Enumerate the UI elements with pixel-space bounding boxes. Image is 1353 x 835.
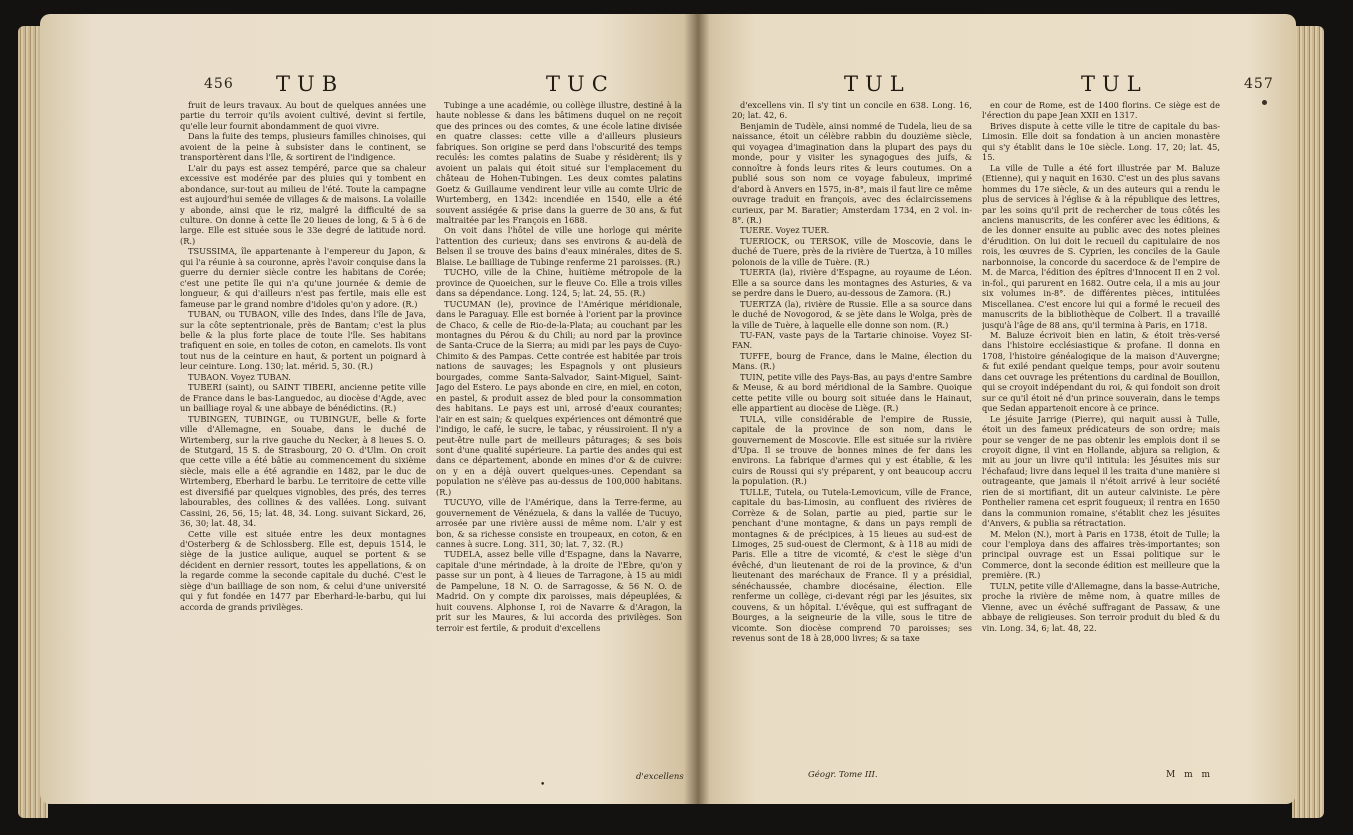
left-catchword: d'excellens: [636, 772, 684, 782]
paragraph: Dans la fuite des temps, plusieurs familles chinoises, qui avoient de la peine à subsister dans le continent, se transportèrent dans l'île, & sortirent de l'indigence.: [180, 131, 426, 163]
paragraph: TUERTZA (la), rivière de Russie. Elle a sa source dans le duché de Novogorod, & se jète dans le Wolga, près de la ville de Tuère, à laquelle elle donne son nom. (R.): [732, 298, 972, 330]
paragraph: TU-FAN, vaste pays de la Tartarie chinoise. Voyez SI-FAN.: [732, 329, 972, 351]
left-running-head: TUB: [276, 72, 345, 96]
paragraph: TUERE. Voyez TUER.: [740, 225, 830, 236]
paragraph: TUBAN, ou TUBAON, ville des Indes, dans l'île de Java, sur la côte septentrionale, près de Bantam; c'est la plus belle & la plus forte place de toute l'île. Ses habitans trafiquent en soie, en toiles de coton, en camelots. Ils vont tout nus de la ceinture en haut, & portent un poignard à leur ceinture. Long. 130; lat. mérid. 5, 30. (R.): [180, 309, 426, 372]
right-column-2: [982, 100, 1220, 784]
paragraph: TULLE, Tutela, ou Tutela-Lemovicum, ville de France, capitale du bas-Limosin, au confluent des rivières de Corrèze & de Solan, partie au pied, partie sur le penchant d'une montagne, & dans un pays rempli de montagnes & de précipices, à 15 lieues au sud-est de Limoges, 25 sud-ouest de Clermont, & à 118 au midi de Paris. Elle a titre de vicomté, & c'est le siège d'un évêché, d'un lieutenant de roi de la province, & d'un lieutenant des maréchaux de France. Il y a présidial, sénéchaussée, chambre diocésaine, élection. Elle renferme un collège, ci-devant régi par les jésuites, six couvens, & un hôpital. L'évêque, qui est suffragant de Bourges, a la seigneurie de la ville, sous le titre de vicomte. Son diocèse comprend 70 paroisses; ses revenus sont de 18 à 28,000 livres; & sa taxe: [732, 486, 972, 644]
paragraph: TUDELA, assez belle ville d'Espagne, dans la Navarre, capitale d'une mérindade, à la droite de l'Ebre, qu'on y passe sur un pont, à 4 lieues de Tarragone, à 15 au midi de Pampelune, 18 N. O. de Sarragosse, & 56 N. O. de Madrid. On y compte dix paroisses, mais dépeuplées, & huit couvens. Alphonse I, roi de Navarre & d'Aragon, la prit sur les Maures, & lui accorda des privilèges. Son terroir est fertile, & produit d'excellens: [436, 549, 682, 633]
paragraph: M. Melon (N.), mort à Paris en 1738, étoit de Tulle; la cour l'employa dans des affaires très-importantes; son principal ouvrage est un Essai politique sur le Commerce, dont la seconde édition est meilleure que la première. (R.): [982, 528, 1220, 581]
paragraph: TUIN, petite ville des Pays-Bas, au pays d'entre Sambre & Meuse, & au bord méridional de la Sambre. Quoique cette petite ville ou bourg soit située dans le Hainaut, elle appartient au diocèse de Liège. (R.): [732, 371, 972, 414]
paragraph: en cour de Rome, est de 1400 florins. Ce siège est de l'érection du pape Jean XXII en 1317.: [982, 100, 1220, 121]
right-running-head-2: TUL: [1081, 72, 1148, 96]
left-bottom-mark: •: [540, 780, 549, 790]
right-column-1: [732, 100, 972, 762]
right-page-number: 457: [1244, 76, 1274, 92]
left-column-1: [180, 100, 426, 758]
paragraph: TUFFE, bourg de France, dans le Maine, élection du Mans. (R.): [732, 350, 972, 372]
paragraph: La ville de Tulle a été fort illustrée par M. Baluze (Etienne), qui y naquit en 1630. C'est un des plus savans hommes du 17e siècle, & un des auteurs qui a rendu le plus de services à l'église & à la république des lettres, par les soins qu'il prit de rechercher de tous côtés les anciens manuscrits, de les conférer avec les éditions, & de les donner ensuite au public avec des notes pleines d'érudition. On lui doit le recueil du capitulaire de nos rois, les œuvres de S. Cyprien, les conciles de la Gaule narbonnoise, la concorde du sacerdoce & de l'empire de M. de Marca, l'édition des épîtres d'Innocent II en 2 vol. in-fol., qui parurent en 1682. Outre cela, il a mis au jour six volumes in-8°. de différentes pièces, intitulées Miscellanea. C'est encore lui qui a formé le recueil des manuscrits de la bibliothèque de Colbert. Il a travaillé jusqu'à l'âge de 88 ans, qu'il termina à Paris, en 1718.: [982, 162, 1220, 330]
left-page: [40, 14, 696, 804]
right-page: [696, 14, 1296, 804]
paragraph: TUBERI (saint), ou SAINT TIBERI, ancienne petite ville de France dans le bas-Languedoc, au diocèse d'Agde, avec un bailliage royal & une abbaye de bénédictins. (R.): [180, 382, 426, 414]
page-mark-dot: [1262, 100, 1267, 105]
paragraph: M. Baluze écrivoit bien en latin, & étoit très-versé dans l'histoire ecclésiastique & profane. Il donna en 1708, l'histoire généalogique de la maison d'Auvergne; & fut exilé pendant quelque temps, pour avoir soutenu dans cet ouvrage les prétentions du cardinal de Bouillon, qui se croyoit indépendant du roi, & qui fondoit son droit sur ce qu'il étoit né d'un prince souverain, dans le temps que Sedan appartenoit encore à ce prince.: [982, 329, 1220, 414]
paragraph: TSUSSIMA, île appartenante à l'empereur du Japon, & qui l'a réunie à sa couronne, après l'avoir conquise dans la guerre du dernier siècle contre les habitans de Corée; c'est une petite île qui n'a qu'une journée & demie de longueur, & qui d'ailleurs n'est pas fertile, mais elle est fameuse par le grand nombre d'idoles qu'on y adore. (R.): [180, 246, 426, 309]
paragraph: TULA, ville considérable de l'empire de Russie, capitale de la province de son nom, dans le gouvernement de Moscovie. Elle est située sur la rivière d'Upa. Il se trouve de bonnes mines de fer dans les environs. La fabrique d'armes qui y est établie, & les cuirs de Roussi qui s'y préparent, y ont beaucoup accru la population. (R.): [732, 413, 972, 487]
left-column-2: [436, 100, 682, 774]
paragraph: TUBINGEN, TUBINGE, ou TUBINGUE, belle & forte ville d'Allemagne, en Souabe, dans le duché de Wirtemberg, sur la rive gauche du Necker, à 8 lieues S. O. de Stutgard, 15 S. de Strasbourg, 20 O. d'Ulm. On croit que cette ville a été bâtie au commencement du sixième siècle, mais elle a été agrandie en 1482, par le duc de Wirtemberg, Eberhard le barbu. Le territoire de cette ville est diversifié par quelques vignobles, des prés, des terres labourables, des collines & des vallées. Long. suivant Cassini, 26, 56, 15; lat. 48, 34. Long. suivant Sickard, 26, 36, 30; lat. 48, 34.: [180, 413, 426, 529]
paragraph: L'air du pays est assez tempéré, parce que sa chaleur excessive est modérée par des pluies qui y tombent en abondance, sur-tout au milieu de l'été. Toute la campagne est aujourd'hui semée de villages & de maisons. La volaille y abonde, ainsi que le riz, malgré la difficulté de sa culture. On donne à cette île 20 lieues de long, & 5 à 6 de large. Elle est située sous le 33e degré de latitude nord. (R.): [180, 162, 426, 246]
right-running-head-1: TUL: [844, 72, 911, 96]
paragraph: TUBAON. Voyez TUBAN.: [188, 371, 291, 382]
paragraph: TUCUMAN (le), province de l'Amérique méridionale, dans le Paraguay. Elle est bornée à l'orient par la province de Chaco, & celle de Rio-de-la-Plata; au couchant par les montagnes du Pérou & du Chili; au nord par la province de Santa-Cruce de la Sierra; au midi par les pays de Cuyo-Chimito & des Pampas. Cette contrée est habitée par trois nations de sauvages; les Espagnols y ont plusieurs bourgades, comme Santa-Salvador, Saint-Miguel, Saint-Jago del Estero. Le pays abonde en cire, en miel, en coton, en pastel, & produit assez de bled pour la consommation des habitans. Le pays est uni, arrosé d'eaux courantes; l'air en est sain; & quelques expériences ont démontré que l'indigo, le café, le sucre, le tabac, y réussiroient. Il n'y a peut-être nulle part de meilleurs pâturages; & ses bois sont d'une qualité supérieure. La partie des andes qui est dans ce département, abonde en mines d'or & de cuivre: on y en a déjà ouvert quelques-unes. Cependant sa population ne s'élève pas au-dessus de 100,000 habitans. (R.): [436, 298, 682, 497]
paragraph: Tubinge a une académie, ou collège illustre, destiné à la haute noblesse & dans les bâtimens duquel on ne reçoit que des princes ou des comtes, & une école latine divisée en quatre classes: cette ville a d'ailleurs plusieurs fabriques. Son origine se perd dans l'obscurité des temps reculés: les comtes palatins de Suabe y résidèrent; ils y avoient un palais qui étoit situé sur l'emplacement du château de Hohen-Tubingen. Les deux comtes palatins Goetz & Guillaume vendirent leur ville au comte Ulric de Wurtemberg, en 1342: incendiée en 1540, elle a été souvent assiégée & prise dans la guerre de 30 ans, & fut maltraitée par les François en 1688.: [436, 100, 682, 225]
paragraph: Benjamin de Tudèle, ainsi nommé de Tudela, lieu de sa naissance, étoit un célèbre rabbin du douzième siècle, qui voyagea d'imagination dans la plupart des pays du monde, pour y visiter les synagogues des juifs, & connoître à fonds leurs rites & leurs coutumes. On a publié sous son nom ce voyage fabuleux, imprimé d'abord à Anvers en 1575, in-8°, mais il faut lire ce même ouvrage traduit en françois, avec des éclaircissemens curieux, par M. Baratier; Amsterdam 1734, en 2 vol. in-8°. (R.): [732, 120, 972, 225]
paragraph: Brives dispute à cette ville le titre de capitale du bas-Limosin. Elle doit sa fondation à un ancien monastère qui s'y établit dans le 10e siècle. Long. 17, 20; lat. 45, 15.: [982, 120, 1220, 163]
paragraph: On voit dans l'hôtel de ville une horloge qui mérite l'attention des curieux; dans ses environs & au-delà de Belsen il se trouve des bains d'eaux minérales, dites de S. Blaise. Le bailliage de Tubinge renferme 21 paroisses. (R.): [436, 225, 682, 267]
right-signature-text: Géogr. Tome III.: [808, 770, 878, 780]
left-column-2-head: TUC: [546, 72, 615, 96]
book-edge-right: [1292, 26, 1324, 818]
paragraph: d'excellens vin. Il s'y tint un concile en 638. Long. 16, 20; lat. 42, 6.: [732, 100, 972, 121]
paragraph: TULN, petite ville d'Allemagne, dans la basse-Autriche, proche la rivière de même nom, à quatre milles de Vienne, avec un évêché suffragant de Passaw, & une abbaye de religieuses. Son terroir produit du bled & du vin. Long. 34, 6; lat. 48, 22.: [982, 580, 1220, 633]
paragraph: TUERTA (la), rivière d'Espagne, au royaume de Léon. Elle a sa source dans les montagnes des Asturies, & va se perdre dans le Duero, au-dessous de Zamora. (R.): [732, 267, 972, 299]
paragraph: TUCUYO, ville de l'Amérique, dans la Terre-ferme, au gouvernement de Vénézuela, & dans la vallée de Tucuyo, arrosée par une rivière aussi de même nom. L'air y est bon, & sa richesse consiste en troupeaux, en coton, & en cannes à sucre. Long. 311, 30; lat. 7, 32. (R.): [436, 497, 682, 550]
right-signature-mark: M m m: [1166, 770, 1214, 780]
book-gutter: [684, 14, 710, 804]
paragraph: TUERIOCK, ou TERSOK, ville de Moscovie, dans le duché de Tuere, près de la rivière de Tuertza, à 10 milles polonois de la ville de Tuère. (R.): [732, 235, 972, 267]
paragraph: Le jésuite Jarrige (Pierre), qui naquit aussi à Tulle, étoit un des fameux prédicateurs de son ordre; mais pour se venger de ne pas obtenir les emplois dont il se croyoit digne, il vint en Hollande, abjura sa religion, & mit au jour un livre qu'il intitula: les Jésuites mis sur l'échafaud; livre dans lequel il les traita d'une manière si outrageante, que jamais il n'étoit arrivé à leur société rien de si mortifiant, dit un auteur calviniste. Le père Ponthelier ramena cet esprit fougueux; il rentra en 1650 dans la communion romaine, s'établit chez les jésuites d'Anvers, & publia sa rétractation.: [982, 413, 1220, 529]
paragraph: Cette ville est située entre les deux montagnes d'Osterberg & de Schlossberg. Elle est, depuis 1514, le siège de la justice aulique, auquel se portent & se décident en dernier ressort, toutes les appellations, & on la regarde comme la seconde capitale du duché. C'est le siège d'un bailliage de son nom, & celui d'une université qui y fut fondée en 1477 par Eberhard-le-barbu, qui lui accorda de grands privilèges.: [180, 528, 426, 612]
left-page-number: 456: [204, 76, 234, 92]
paragraph: fruit de leurs travaux. Au bout de quelques années une partie du terroir qu'ils avoient cultivé, devint si fertile, qu'elle leur fournit abondamment de quoi vivre.: [180, 100, 426, 131]
paragraph: TUCHO, ville de la Chine, huitième métropole de la province de Quoeichen, sur le fleuve Co. Elle a trois villes dans sa dépendance. Long. 124, 5; lat. 24, 55. (R.): [436, 267, 682, 299]
